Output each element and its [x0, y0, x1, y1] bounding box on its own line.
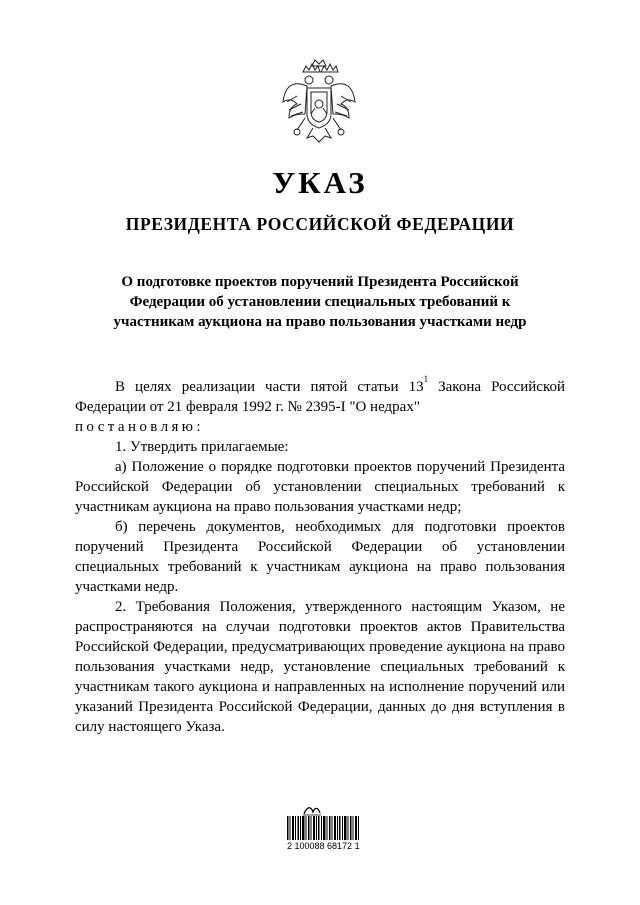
item-2: 2. Требования Положения, утвержденного настоящим Указом, не распространяются на случаи подготовки проектов актов Правительства Российской Федерации, предусматривающих проведение аукциона на право пользования участками недр, установление специальных требований к участникам такого аукциона и направленных на исполнение поручений или указаний Президента Российской Федерации, данных до дня вступления в силу настоящего Указа.	[75, 599, 565, 735]
coat-of-arms-emblem	[279, 58, 359, 146]
item-1b: б) перечень документов, необходимых для подготовки проектов поручений Президента Российской Федерации об установлении специальных требований к участникам аукциона на право пользования участками недр.	[75, 519, 565, 595]
preamble-text-cont: Закона Российской Федерации от 21 февраля 1992 г. № 2395-I "О недрах"	[75, 379, 565, 415]
document-title: УКАЗ	[272, 165, 368, 200]
preamble-paragraph	[75, 374, 565, 417]
item-1a: а) Положение о порядке подготовки проектов поручений Президента Российской Федерации об установлении специальных требований к участникам аукциона на право пользования участками недр;	[75, 459, 565, 515]
barcode-logo-icon	[301, 804, 323, 816]
preamble-text: В целях реализации части пятой статьи 13	[115, 379, 424, 395]
superscript: 1	[423, 374, 429, 384]
russian-coat-of-arms-icon	[279, 58, 359, 146]
decree-heading: О подготовке проектов поручений Президента Российской Федерации об установлении специальных требований к участникам аукциона на право пользования участками недр	[113, 274, 527, 330]
item-1: 1. Утвердить прилагаемые:	[115, 439, 289, 455]
decree-word: постановляю:	[75, 419, 204, 435]
document-subtitle: ПРЕЗИДЕНТА РОССИЙСКОЙ ФЕДЕРАЦИИ	[125, 214, 515, 234]
decree-body	[75, 374, 565, 737]
barcode-icon	[287, 816, 359, 840]
barcode-number: 2 100088 68172 1	[287, 841, 360, 851]
